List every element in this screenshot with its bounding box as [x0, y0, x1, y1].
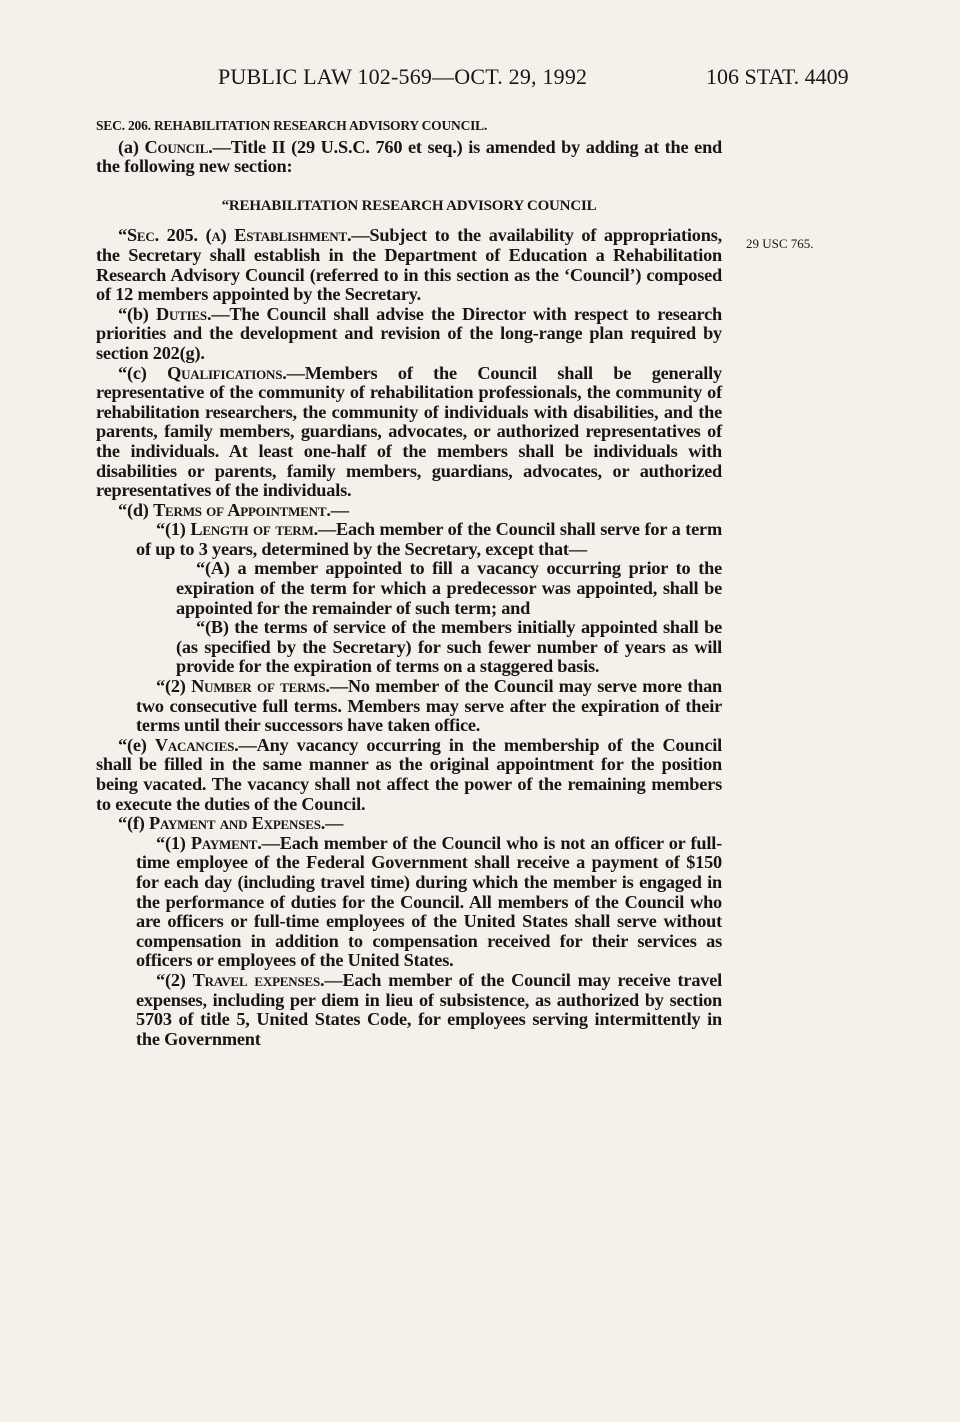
paragraph-205-d-1: “(1) Length of term.—Each member of the Council shall serve for a term of up to 3 years, determined by the Secretary, except that—: [136, 519, 722, 559]
paragraph-a: (a) Council.—Title II (29 U.S.C. 760 et seq.) is amended by adding at the end the following new section:: [96, 136, 723, 177]
paragraph-205-a: “Sec. 205. (a) Establishment.—Subject to the availability of appropriations, the Secretary shall establish in the Department of Education a Rehabilitation Research Advisory Council (referred to in this section as the ‘Council’) composed of 12 members appointed by the Secretary.: [96, 225, 722, 305]
body-column: [96, 116, 722, 1049]
paragraph-205-d-B: “(B) the terms of service of the members initially appointed shall be (as specified by the Secretary) for such fewer number of years as will provide for the expiration of terms on a staggered basis.: [176, 617, 722, 677]
running-header-title: PUBLIC LAW 102-569—OCT. 29, 1992: [218, 64, 588, 89]
paragraph-205-f: “(f) Payment and Expenses.—: [118, 813, 344, 834]
paragraph-205-d-2: “(2) Number of terms.—No member of the Council may serve more than two consecutive full terms. Members may serve after the expiration of their terms until their successors have taken office.: [136, 676, 723, 736]
margin-citation: 29 USC 765.: [746, 236, 814, 251]
paragraph-205-f-2: “(2) Travel expenses.—Each member of the Council may receive travel expenses, including per diem in lieu of subsistence, as authorized by section 5703 of title 5, United States Code, for employees serving intermittently in the Government: [136, 969, 722, 1049]
inserted-section-heading: “REHABILITATION RESEARCH ADVISORY COUNCIL: [221, 197, 597, 214]
paragraph-205-d-A: “(A) a member appointed to fill a vacancy occurring prior to the expiration of the term for which a predecessor was appointed, shall be appointed for the remainder of such term; and: [176, 558, 722, 618]
paragraph-205-e: “(e) Vacancies.—Any vacancy occurring in the membership of the Council shall be filled in the same manner as the original appointment for the position being vacated. The vacancy shall not affect the power of the remaining members to execute the duties of the Council.: [96, 734, 722, 814]
paragraph-205-b: “(b) Duties.—The Council shall advise the Director with respect to research priorities and the development and revision of the long-range plan required by section 202(g).: [96, 303, 722, 363]
paragraph-205-c: “(c) Qualifications.—Members of the Council shall be generally representative of the community of rehabilitation professionals, the community of rehabilitation researchers, the community of individuals with disabilities, and the parents, family members, guardians, advocates, or authorized representatives of the individuals. At least one-half of the members shall be individuals with disabilities or parents, family members, guardians, advocates, or authorized representatives of the individuals.: [96, 362, 722, 501]
section-heading: SEC. 206. REHABILITATION RESEARCH ADVISORY COUNCIL.: [96, 118, 488, 133]
paragraph-205-d: “(d) Terms of Appointment.—: [118, 499, 349, 520]
running-header-stat-ref: 106 STAT. 4409: [706, 64, 849, 89]
paragraph-205-f-1: “(1) Payment.—Each member of the Council who is not an officer or full-time employee of the Federal Government shall receive a payment of $150 for each day (including travel time) during which the member is engaged in the performance of duties for the Council. All members of the Council who are officers or full-time employees of the United States shall serve without compensation in addition to compensation received for their services as officers or employees of the United States.: [136, 832, 722, 971]
